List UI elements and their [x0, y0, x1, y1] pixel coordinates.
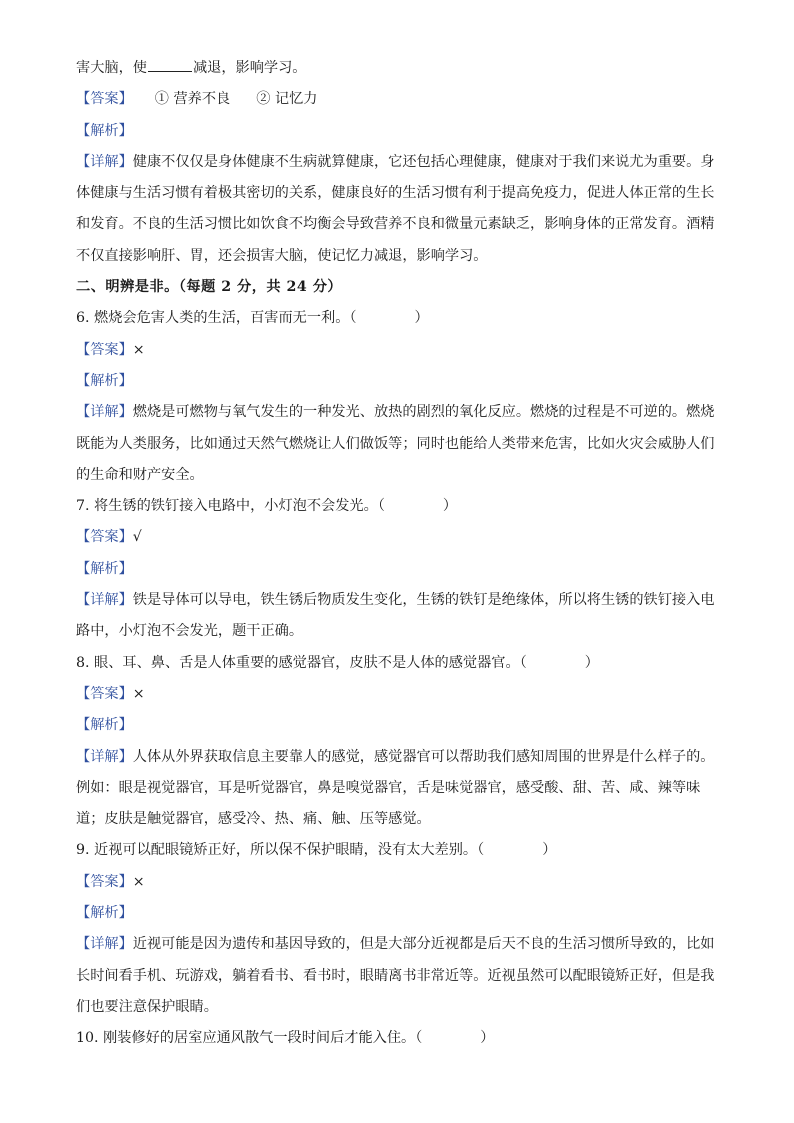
analysis-tag: 【解析】: [76, 372, 133, 389]
question-close: ）: [442, 498, 458, 515]
detail-line: [76, 809, 726, 829]
answer-mark: ×: [132, 341, 145, 358]
analysis-line: [76, 559, 726, 579]
question-close: ）: [542, 842, 557, 859]
detail-text: 燃烧是可燃物与氧气发生的一种发光、放热的剧烈的氧化反应。燃烧的过程是不可逆的。燃烧: [132, 404, 715, 421]
question-text: 9. 近视可以配眼镜矫正好，所以保不保护眼睛，没有太大差别。（: [76, 842, 485, 859]
detail-tag: 【详解】: [76, 592, 133, 609]
analysis-tag: 【解析】: [76, 560, 133, 577]
intro-line-post: 减退，影响学习。: [192, 60, 307, 76]
question-text: 6. 燃烧会危害人类的生活，百害而无一利。（: [76, 310, 357, 327]
detail-text: 长时间看手机、玩游戏，躺着看书、看书时，眼睛离书非常近等。近视虽然可以配眼镜矫正好，但是我: [76, 967, 715, 984]
answer-item-1: ① 营养不良: [154, 91, 231, 108]
question-close: ）: [584, 654, 599, 671]
detail-line: [76, 778, 726, 798]
detail-text: 道；皮肤是触觉器官，感受冷、热、痛、触、压等感觉。: [76, 811, 431, 828]
section-heading: 二、明辨是非。（每题 2 分，共 24 分）: [76, 279, 343, 296]
answer-tag: 【答案】: [76, 91, 133, 108]
detail-text: 不仅直接影响肝、胃，还会损害大脑，使记忆力减退，影响学习。: [76, 247, 488, 264]
detail-text: 的生命和财产安全。: [76, 466, 204, 483]
detail-text: 和发育。不良的生活习惯比如饮食不均衡会导致营养不良和微量元素缺乏，影响身体的正常发育。酒精: [76, 216, 715, 233]
answer-tag: 【答案】: [76, 341, 133, 358]
question-text: 8. 眼、耳、鼻、舌是人体重要的感觉器官，皮肤不是人体的感觉器官。（: [76, 654, 527, 671]
detail-line: [76, 997, 726, 1017]
intro-detail-line: [76, 183, 726, 203]
question-stem: [76, 1028, 726, 1048]
analysis-line: [76, 903, 726, 923]
detail-tag: 【详解】: [76, 153, 133, 170]
answer-line: [76, 340, 726, 360]
document-page: [76, 58, 726, 1060]
detail-text: 近视可能是因为遗传和基因导致的，但是大部分近视都是后天不良的生活习惯所导致的，比如: [132, 936, 715, 953]
intro-line-pre: 害大脑，使: [76, 60, 147, 76]
analysis-tag: 【解析】: [76, 905, 133, 922]
answer-mark: √: [132, 529, 142, 546]
detail-line: [76, 966, 726, 986]
detail-text: 健康不仅仅是身体健康不生病就算健康，它还包括心理健康，健康对于我们来说尤为重要。身: [132, 153, 715, 170]
analysis-tag: 【解析】: [76, 717, 133, 734]
analysis-line: [76, 715, 726, 735]
analysis-tag: 【解析】: [76, 122, 133, 139]
detail-line: [76, 590, 726, 610]
intro-detail-line: [76, 246, 726, 266]
detail-text: 既能为人类服务，比如通过天然气燃烧让人们做饭等；同时也能给人类带来危害，比如火灾会威胁人们: [76, 435, 715, 452]
fill-blank: [148, 58, 192, 72]
detail-tag: 【详解】: [76, 936, 133, 953]
intro-detail-line: [76, 152, 726, 172]
analysis-line: [76, 371, 726, 391]
question-text: 10. 刚装修好的居室应通风散气一段时间后才能入住。（: [76, 1030, 423, 1047]
detail-text: 人体从外界获取信息主要靠人的感觉，感觉器官可以帮助我们感知周围的世界是什么样子的。: [132, 748, 715, 765]
question-close: ）: [414, 310, 429, 327]
detail-line: [76, 747, 726, 767]
detail-text: 例如：眼是视觉器官，耳是听觉器官，鼻是嗅觉器官，舌是味觉器官，感受酸、甜、苦、咸、辣等味: [76, 779, 701, 796]
question-stem: [76, 653, 726, 673]
question-stem: [76, 496, 726, 516]
answer-mark: ×: [132, 685, 145, 702]
detail-line: [76, 934, 726, 954]
detail-text: 铁是导体可以导电，铁生锈后物质发生变化，生锈的铁钉是绝缘体，所以将生锈的铁钉接入电: [132, 592, 715, 609]
question-stem: [76, 840, 726, 860]
answer-item-2: ② 记忆力: [256, 91, 318, 108]
intro-line: [76, 58, 726, 78]
detail-line: [76, 402, 726, 422]
detail-text: 路中，小灯泡不会发光，题干正确。: [76, 623, 304, 640]
answer-mark: ×: [132, 873, 145, 890]
answer-tag: 【答案】: [76, 685, 133, 702]
answer-line: [76, 872, 726, 892]
answer-line: [76, 527, 726, 547]
detail-text: 们也要注意保护眼睛。: [76, 998, 218, 1015]
answer-line: [76, 684, 726, 704]
intro-analysis-line: [76, 121, 726, 141]
intro-answer-line: [76, 89, 726, 109]
detail-tag: 【详解】: [76, 404, 133, 421]
question-close: ）: [480, 1030, 495, 1047]
question-stem: [76, 308, 726, 328]
detail-line: [76, 465, 726, 485]
intro-detail-line: [76, 214, 726, 234]
detail-tag: 【详解】: [76, 748, 133, 765]
answer-tag: 【答案】: [76, 873, 133, 890]
question-text: 7. 将生锈的铁钉接入电路中，小灯泡不会发光。（: [76, 498, 385, 515]
detail-line: [76, 434, 726, 454]
detail-line: [76, 621, 726, 641]
detail-text: 体健康与生活习惯有着极其密切的关系，健康良好的生活习惯有利于提高免疫力，促进人体正常的生长: [76, 185, 715, 202]
answer-tag: 【答案】: [76, 529, 133, 546]
